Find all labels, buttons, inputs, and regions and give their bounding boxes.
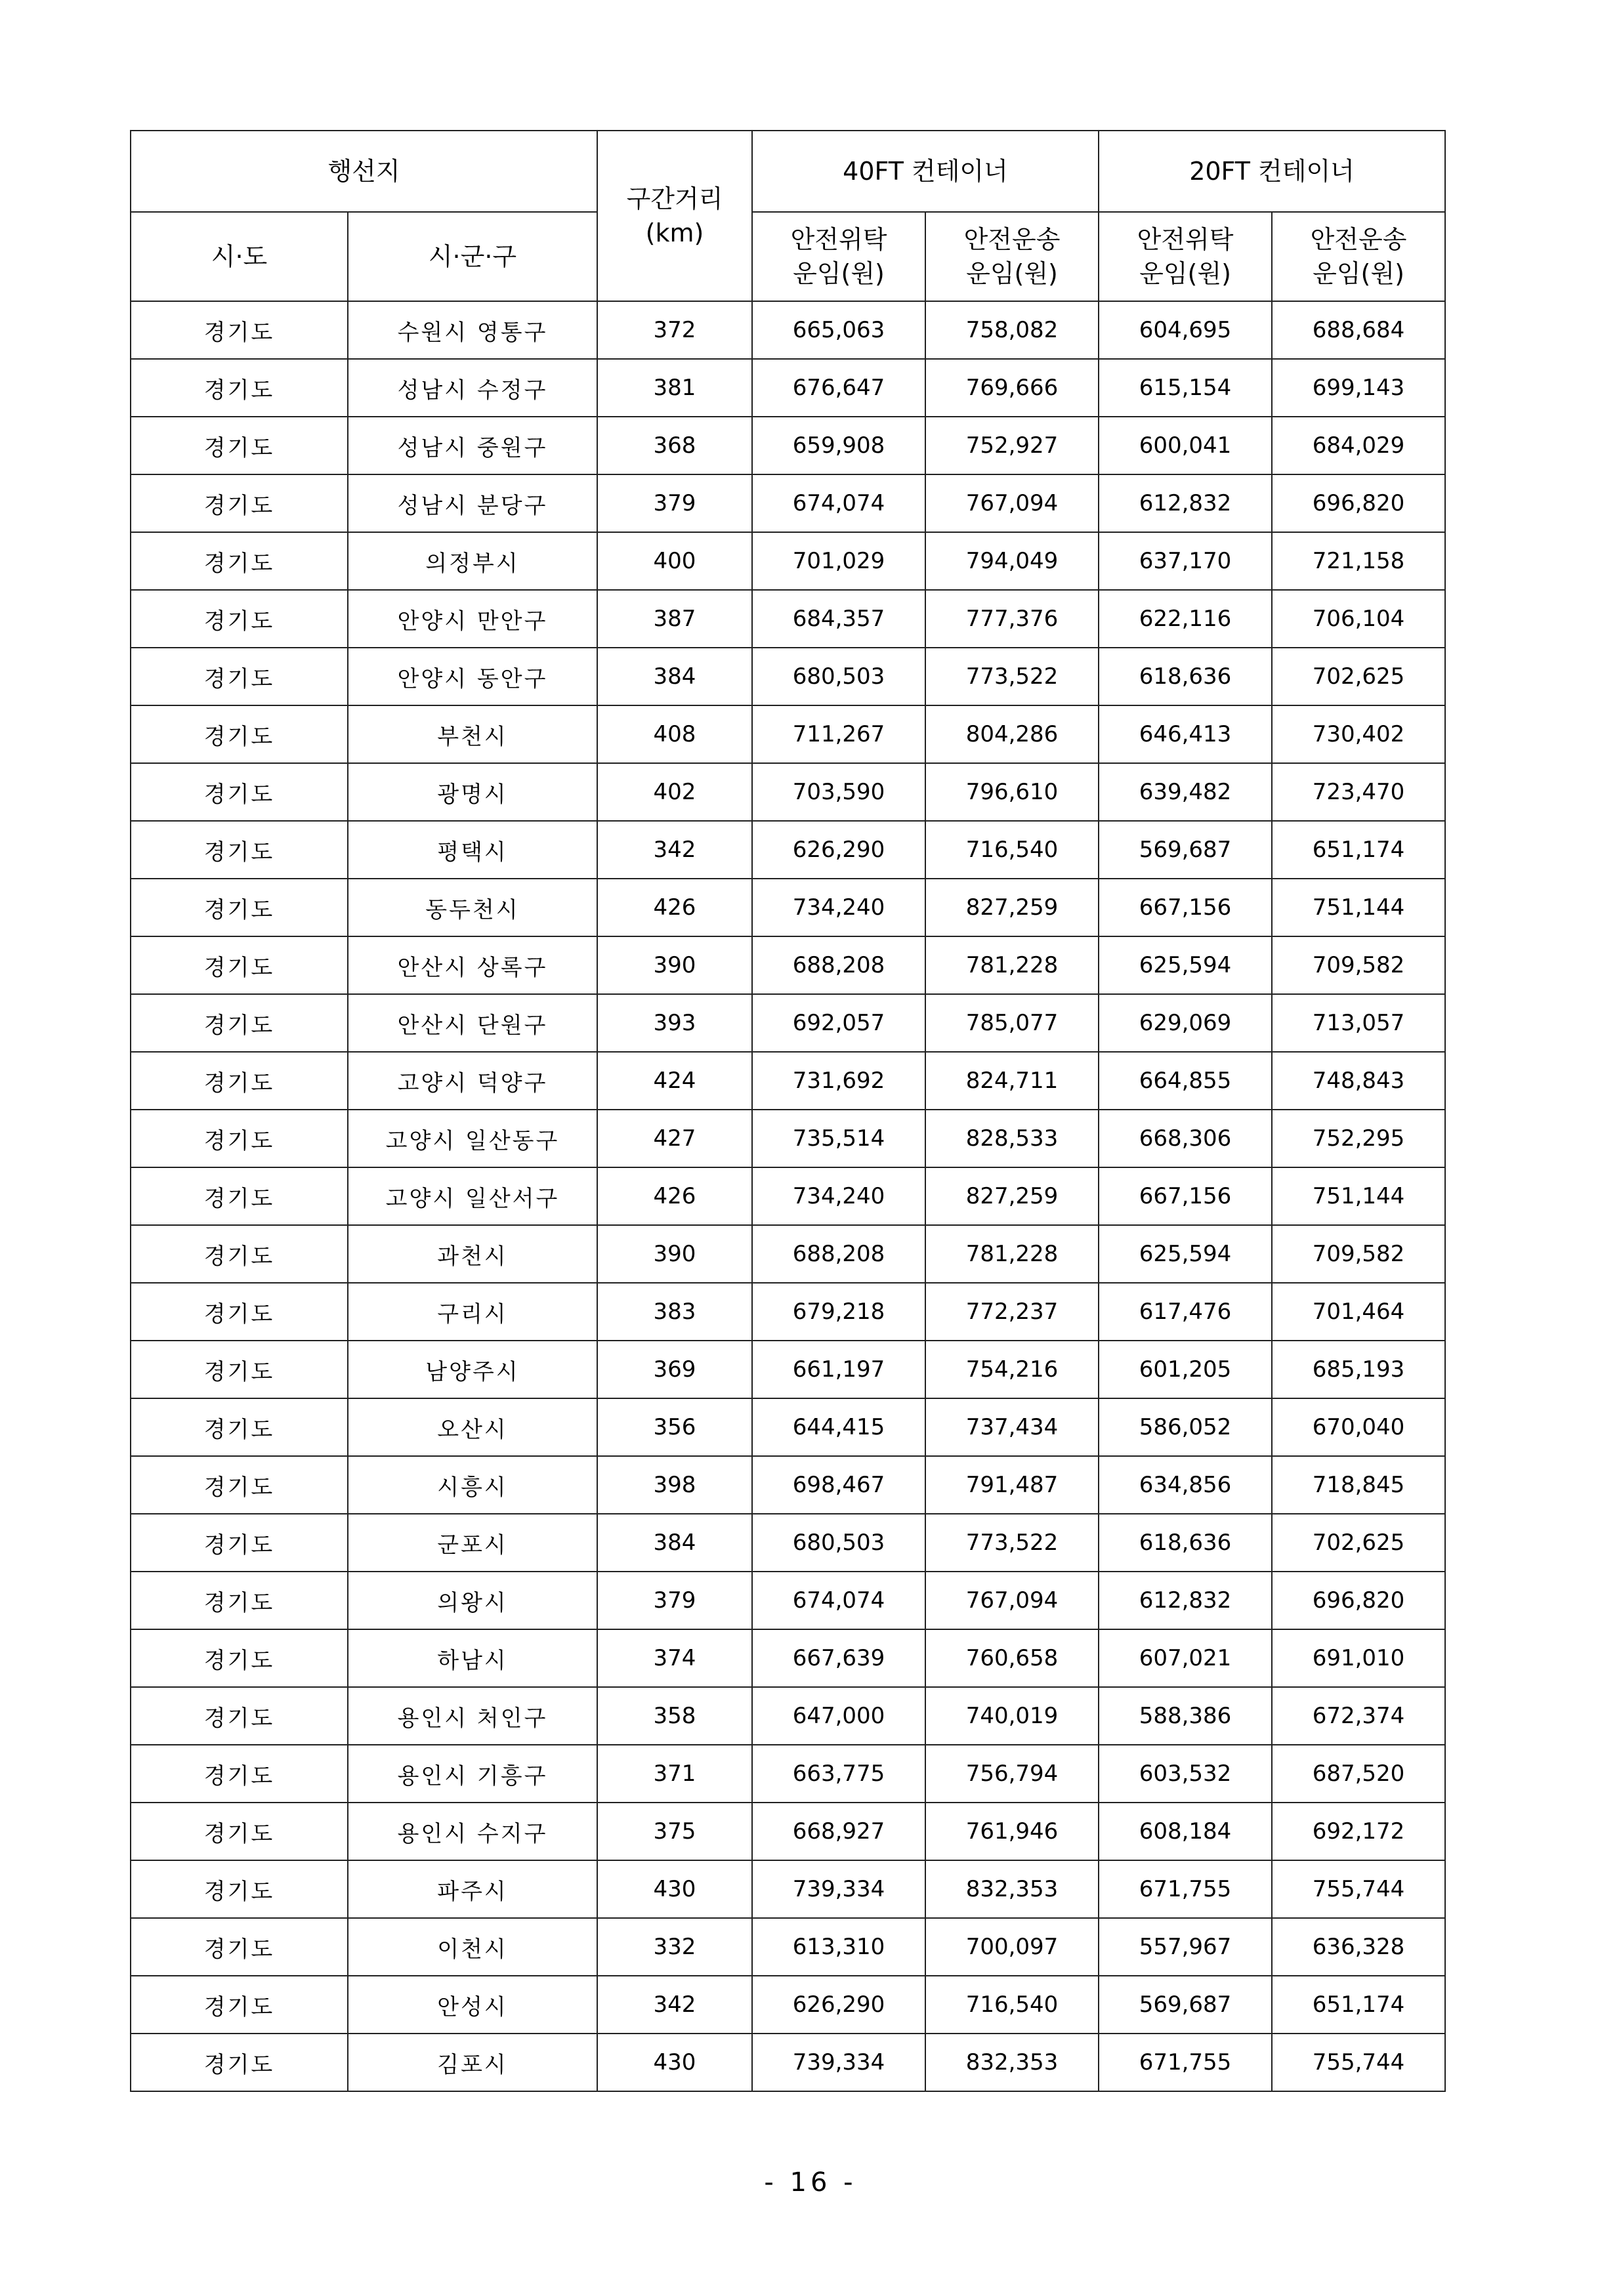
ft20-consign-rate-cell: 607,021 [1099,1629,1272,1687]
sido-cell: 경기도 [131,936,348,994]
distance-cell: 408 [597,705,752,763]
ft40-consign-rate-cell: 679,218 [752,1283,925,1341]
ft20-consign-rate-cell: 615,154 [1099,359,1272,417]
distance-cell: 390 [597,936,752,994]
ft20-consign-rate-cell: 622,116 [1099,590,1272,648]
header-row-top [131,131,1445,212]
ft20-consign-rate-cell: 646,413 [1099,705,1272,763]
ft40-consign-rate-cell: 688,208 [752,1225,925,1283]
sigungu-cell: 용인시 수지구 [348,1803,597,1860]
ft40-consign-rate-cell: 667,639 [752,1629,925,1687]
table-row [131,879,1445,936]
ft20-transport-rate-cell: 699,143 [1272,359,1445,417]
sigungu-cell: 시흥시 [348,1456,597,1514]
distance-header-unit: (km) [645,219,704,247]
distance-cell: 379 [597,474,752,532]
ft40-transport-rate-cell: 785,077 [925,994,1099,1052]
ft40-consign-rate-cell: 668,927 [752,1803,925,1860]
sigungu-cell: 의왕시 [348,1572,597,1629]
sigungu-cell: 안성시 [348,1976,597,2034]
ft20-transport-rate-cell: 687,520 [1272,1745,1445,1803]
consign-label: 안전위탁 [1137,225,1234,254]
ft20-transport-rate-cell: 709,582 [1272,1225,1445,1283]
sido-cell: 경기도 [131,648,348,705]
distance-cell: 384 [597,1514,752,1572]
ft40-consign-rate-cell: 684,357 [752,590,925,648]
freight-rate-table [130,130,1446,2092]
ft20-consign-rate-cell: 557,967 [1099,1918,1272,1976]
ft20-transport-rate-cell: 723,470 [1272,763,1445,821]
ft20-consign-rate-cell: 625,594 [1099,1225,1272,1283]
ft20-consign-rate-cell: 664,855 [1099,1052,1272,1110]
ft20-consign-rate-cell: 639,482 [1099,763,1272,821]
ft20-consign-rate-cell: 618,636 [1099,1514,1272,1572]
distance-cell: 358 [597,1687,752,1745]
ft40-transport-rate-cell: 832,353 [925,1860,1099,1918]
sido-cell: 경기도 [131,532,348,590]
sido-cell: 경기도 [131,1456,348,1514]
ft20-header: 20FT 컨테이너 [1099,131,1445,212]
ft20-consign-rate-cell: 667,156 [1099,1167,1272,1225]
table-row [131,1110,1445,1167]
ft40-consign-rate-header [752,212,925,301]
table-row [131,1167,1445,1225]
sido-cell: 경기도 [131,417,348,474]
distance-cell: 430 [597,1860,752,1918]
distance-cell: 379 [597,1572,752,1629]
ft40-transport-rate-cell: 716,540 [925,1976,1099,2034]
distance-cell: 427 [597,1110,752,1167]
ft40-header: 40FT 컨테이너 [752,131,1099,212]
sido-cell: 경기도 [131,1918,348,1976]
ft20-consign-rate-header [1099,212,1272,301]
sigungu-cell: 의정부시 [348,532,597,590]
consign-label: 안전위탁 [790,225,887,254]
ft20-transport-rate-cell: 691,010 [1272,1629,1445,1687]
ft20-transport-rate-cell: 730,402 [1272,705,1445,763]
table-row [131,1572,1445,1629]
ft40-consign-rate-cell: 674,074 [752,474,925,532]
sigungu-cell: 안양시 동안구 [348,648,597,705]
ft40-transport-rate-cell: 767,094 [925,1572,1099,1629]
table-row [131,994,1445,1052]
rate-unit-label: 운임(원) [1313,259,1404,288]
ft20-consign-rate-cell: 667,156 [1099,879,1272,936]
sido-cell: 경기도 [131,1514,348,1572]
table-row [131,301,1445,359]
ft40-transport-rate-cell: 781,228 [925,1225,1099,1283]
sido-header: 시·도 [131,212,348,301]
sigungu-cell: 성남시 중원구 [348,417,597,474]
distance-cell: 426 [597,879,752,936]
ft40-transport-rate-cell: 716,540 [925,821,1099,879]
distance-cell: 398 [597,1456,752,1514]
ft40-transport-rate-cell: 827,259 [925,1167,1099,1225]
ft20-transport-rate-cell: 709,582 [1272,936,1445,994]
table-row [131,2034,1445,2091]
ft20-transport-rate-cell: 702,625 [1272,648,1445,705]
ft40-transport-rate-cell: 700,097 [925,1918,1099,1976]
sido-cell: 경기도 [131,1283,348,1341]
ft40-transport-rate-cell: 740,019 [925,1687,1099,1745]
rate-unit-label: 운임(원) [966,259,1058,288]
sigungu-cell: 남양주시 [348,1341,597,1398]
ft20-consign-rate-cell: 569,687 [1099,1976,1272,2034]
destination-header: 행선지 [131,131,597,212]
sido-cell: 경기도 [131,1341,348,1398]
distance-cell: 387 [597,590,752,648]
ft40-consign-rate-cell: 680,503 [752,1514,925,1572]
ft40-consign-rate-cell: 647,000 [752,1687,925,1745]
ft20-consign-rate-cell: 671,755 [1099,2034,1272,2091]
ft20-consign-rate-cell: 608,184 [1099,1803,1272,1860]
ft40-transport-rate-cell: 767,094 [925,474,1099,532]
table-row [131,1514,1445,1572]
distance-cell: 342 [597,821,752,879]
ft40-consign-rate-cell: 703,590 [752,763,925,821]
sido-cell: 경기도 [131,2034,348,2091]
sigungu-cell: 동두천시 [348,879,597,936]
sido-cell: 경기도 [131,1167,348,1225]
ft20-consign-rate-cell: 618,636 [1099,648,1272,705]
distance-cell: 400 [597,532,752,590]
ft40-transport-rate-cell: 769,666 [925,359,1099,417]
table-row [131,1341,1445,1398]
ft20-consign-rate-cell: 586,052 [1099,1398,1272,1456]
ft20-transport-rate-cell: 692,172 [1272,1803,1445,1860]
sigungu-cell: 파주시 [348,1860,597,1918]
ft40-transport-rate-cell: 794,049 [925,532,1099,590]
ft20-transport-rate-cell: 696,820 [1272,1572,1445,1629]
distance-cell: 371 [597,1745,752,1803]
table-row [131,1629,1445,1687]
page-number: - 16 - [764,2167,857,2198]
ft40-transport-rate-cell: 824,711 [925,1052,1099,1110]
transport-label: 안전운송 [963,225,1061,254]
sigungu-cell: 안양시 만안구 [348,590,597,648]
table-row [131,763,1445,821]
ft40-consign-rate-cell: 735,514 [752,1110,925,1167]
sido-cell: 경기도 [131,1803,348,1860]
ft20-consign-rate-cell: 617,476 [1099,1283,1272,1341]
distance-cell: 375 [597,1803,752,1860]
ft40-transport-rate-cell: 804,286 [925,705,1099,763]
ft40-consign-rate-cell: 661,197 [752,1341,925,1398]
table-row [131,1860,1445,1918]
ft20-transport-rate-cell: 748,843 [1272,1052,1445,1110]
ft40-transport-rate-cell: 756,794 [925,1745,1099,1803]
ft20-transport-rate-cell: 684,029 [1272,417,1445,474]
ft20-consign-rate-cell: 569,687 [1099,821,1272,879]
sigungu-cell: 평택시 [348,821,597,879]
sido-cell: 경기도 [131,590,348,648]
sigungu-cell: 광명시 [348,763,597,821]
sido-cell: 경기도 [131,474,348,532]
ft40-transport-rate-cell: 761,946 [925,1803,1099,1860]
sido-cell: 경기도 [131,705,348,763]
header-row-sub [131,212,1445,301]
distance-cell: 374 [597,1629,752,1687]
sido-cell: 경기도 [131,1687,348,1745]
table-row [131,1803,1445,1860]
ft20-transport-rate-cell: 685,193 [1272,1341,1445,1398]
ft40-consign-rate-cell: 688,208 [752,936,925,994]
table-row [131,532,1445,590]
table-row [131,1283,1445,1341]
ft40-transport-rate-cell: 773,522 [925,648,1099,705]
ft40-consign-rate-cell: 734,240 [752,1167,925,1225]
sido-cell: 경기도 [131,301,348,359]
sigungu-header: 시·군·구 [348,212,597,301]
ft20-transport-rate-cell: 702,625 [1272,1514,1445,1572]
table-row [131,359,1445,417]
ft40-transport-rate-cell: 827,259 [925,879,1099,936]
ft40-consign-rate-cell: 674,074 [752,1572,925,1629]
table-row [131,417,1445,474]
ft20-transport-rate-cell: 688,684 [1272,301,1445,359]
sido-cell: 경기도 [131,1398,348,1456]
ft20-consign-rate-cell: 588,386 [1099,1687,1272,1745]
ft40-transport-rate-cell: 777,376 [925,590,1099,648]
table-row [131,1456,1445,1514]
distance-cell: 369 [597,1341,752,1398]
table-row [131,1225,1445,1283]
sigungu-cell: 오산시 [348,1398,597,1456]
sido-cell: 경기도 [131,879,348,936]
sigungu-cell: 용인시 기흥구 [348,1745,597,1803]
sido-cell: 경기도 [131,1572,348,1629]
sigungu-cell: 부천시 [348,705,597,763]
ft40-consign-rate-cell: 676,647 [752,359,925,417]
distance-cell: 384 [597,648,752,705]
ft20-transport-rate-cell: 751,144 [1272,1167,1445,1225]
sido-cell: 경기도 [131,1976,348,2034]
ft40-consign-rate-cell: 734,240 [752,879,925,936]
ft40-consign-rate-cell: 663,775 [752,1745,925,1803]
ft40-consign-rate-cell: 692,057 [752,994,925,1052]
distance-header-label: 구간거리 [626,184,723,213]
ft40-consign-rate-cell: 626,290 [752,821,925,879]
ft40-transport-rate-cell: 832,353 [925,2034,1099,2091]
distance-cell: 390 [597,1225,752,1283]
distance-cell: 393 [597,994,752,1052]
ft20-consign-rate-cell: 637,170 [1099,532,1272,590]
sido-cell: 경기도 [131,1052,348,1110]
sigungu-cell: 과천시 [348,1225,597,1283]
ft40-consign-rate-cell: 739,334 [752,1860,925,1918]
ft20-consign-rate-cell: 634,856 [1099,1456,1272,1514]
table-row [131,1398,1445,1456]
sigungu-cell: 안산시 상록구 [348,936,597,994]
ft40-transport-rate-cell: 754,216 [925,1341,1099,1398]
table-row [131,1052,1445,1110]
ft40-consign-rate-cell: 701,029 [752,532,925,590]
sido-cell: 경기도 [131,1110,348,1167]
distance-header [597,131,752,301]
rate-unit-label: 운임(원) [793,259,885,288]
table-body [131,301,1445,2091]
ft20-consign-rate-cell: 671,755 [1099,1860,1272,1918]
ft20-consign-rate-cell: 604,695 [1099,301,1272,359]
table-row [131,590,1445,648]
rate-unit-label: 운임(원) [1139,259,1231,288]
ft40-consign-rate-cell: 731,692 [752,1052,925,1110]
distance-cell: 383 [597,1283,752,1341]
table-row [131,821,1445,879]
ft40-transport-rate-cell: 773,522 [925,1514,1099,1572]
ft40-transport-rate-cell: 796,610 [925,763,1099,821]
ft40-consign-rate-cell: 711,267 [752,705,925,763]
ft20-transport-rate-cell: 651,174 [1272,1976,1445,2034]
ft20-transport-rate-cell: 751,144 [1272,879,1445,936]
ft20-transport-rate-cell: 651,174 [1272,821,1445,879]
distance-cell: 356 [597,1398,752,1456]
ft20-transport-rate-cell: 636,328 [1272,1918,1445,1976]
distance-cell: 381 [597,359,752,417]
ft40-transport-rate-cell: 781,228 [925,936,1099,994]
sido-cell: 경기도 [131,994,348,1052]
sido-cell: 경기도 [131,1860,348,1918]
table-row [131,936,1445,994]
table-row [131,648,1445,705]
ft20-transport-rate-cell: 670,040 [1272,1398,1445,1456]
distance-cell: 342 [597,1976,752,2034]
ft40-transport-rate-cell: 737,434 [925,1398,1099,1456]
ft20-transport-rate-header [1272,212,1445,301]
sido-cell: 경기도 [131,1745,348,1803]
sigungu-cell: 성남시 수정구 [348,359,597,417]
ft40-consign-rate-cell: 665,063 [752,301,925,359]
sigungu-cell: 이천시 [348,1918,597,1976]
sigungu-cell: 수원시 영통구 [348,301,597,359]
distance-cell: 430 [597,2034,752,2091]
distance-cell: 424 [597,1052,752,1110]
sido-cell: 경기도 [131,763,348,821]
sido-cell: 경기도 [131,1629,348,1687]
sigungu-cell: 고양시 일산동구 [348,1110,597,1167]
ft40-consign-rate-cell: 644,415 [752,1398,925,1456]
ft40-transport-rate-header [925,212,1099,301]
ft20-transport-rate-cell: 755,744 [1272,1860,1445,1918]
ft20-transport-rate-cell: 713,057 [1272,994,1445,1052]
transport-label: 안전운송 [1310,225,1407,254]
ft40-consign-rate-cell: 626,290 [752,1976,925,2034]
table-row [131,474,1445,532]
ft40-transport-rate-cell: 760,658 [925,1629,1099,1687]
ft20-transport-rate-cell: 696,820 [1272,474,1445,532]
ft20-consign-rate-cell: 612,832 [1099,474,1272,532]
ft20-transport-rate-cell: 718,845 [1272,1456,1445,1514]
ft20-transport-rate-cell: 752,295 [1272,1110,1445,1167]
sigungu-cell: 군포시 [348,1514,597,1572]
ft20-consign-rate-cell: 603,532 [1099,1745,1272,1803]
sigungu-cell: 구리시 [348,1283,597,1341]
distance-cell: 332 [597,1918,752,1976]
ft20-consign-rate-cell: 612,832 [1099,1572,1272,1629]
ft40-transport-rate-cell: 828,533 [925,1110,1099,1167]
ft20-transport-rate-cell: 755,744 [1272,2034,1445,2091]
sigungu-cell: 하남시 [348,1629,597,1687]
sigungu-cell: 안산시 단원구 [348,994,597,1052]
ft40-consign-rate-cell: 613,310 [752,1918,925,1976]
ft40-consign-rate-cell: 698,467 [752,1456,925,1514]
ft20-transport-rate-cell: 701,464 [1272,1283,1445,1341]
ft20-transport-rate-cell: 672,374 [1272,1687,1445,1745]
distance-cell: 372 [597,301,752,359]
ft20-consign-rate-cell: 600,041 [1099,417,1272,474]
ft20-consign-rate-cell: 629,069 [1099,994,1272,1052]
sigungu-cell: 고양시 덕양구 [348,1052,597,1110]
ft20-consign-rate-cell: 601,205 [1099,1341,1272,1398]
ft40-transport-rate-cell: 772,237 [925,1283,1099,1341]
table-row [131,1687,1445,1745]
sido-cell: 경기도 [131,359,348,417]
table-row [131,1745,1445,1803]
ft40-transport-rate-cell: 758,082 [925,301,1099,359]
ft20-consign-rate-cell: 625,594 [1099,936,1272,994]
ft40-consign-rate-cell: 659,908 [752,417,925,474]
ft20-consign-rate-cell: 668,306 [1099,1110,1272,1167]
sigungu-cell: 김포시 [348,2034,597,2091]
table-row [131,1918,1445,1976]
distance-cell: 368 [597,417,752,474]
table-row [131,705,1445,763]
distance-cell: 402 [597,763,752,821]
ft40-consign-rate-cell: 739,334 [752,2034,925,2091]
sido-cell: 경기도 [131,1225,348,1283]
sigungu-cell: 고양시 일산서구 [348,1167,597,1225]
sido-cell: 경기도 [131,821,348,879]
ft40-consign-rate-cell: 680,503 [752,648,925,705]
sigungu-cell: 성남시 분당구 [348,474,597,532]
ft20-transport-rate-cell: 706,104 [1272,590,1445,648]
distance-cell: 426 [597,1167,752,1225]
sigungu-cell: 용인시 처인구 [348,1687,597,1745]
ft20-transport-rate-cell: 721,158 [1272,532,1445,590]
ft40-transport-rate-cell: 791,487 [925,1456,1099,1514]
table-row [131,1976,1445,2034]
ft40-transport-rate-cell: 752,927 [925,417,1099,474]
